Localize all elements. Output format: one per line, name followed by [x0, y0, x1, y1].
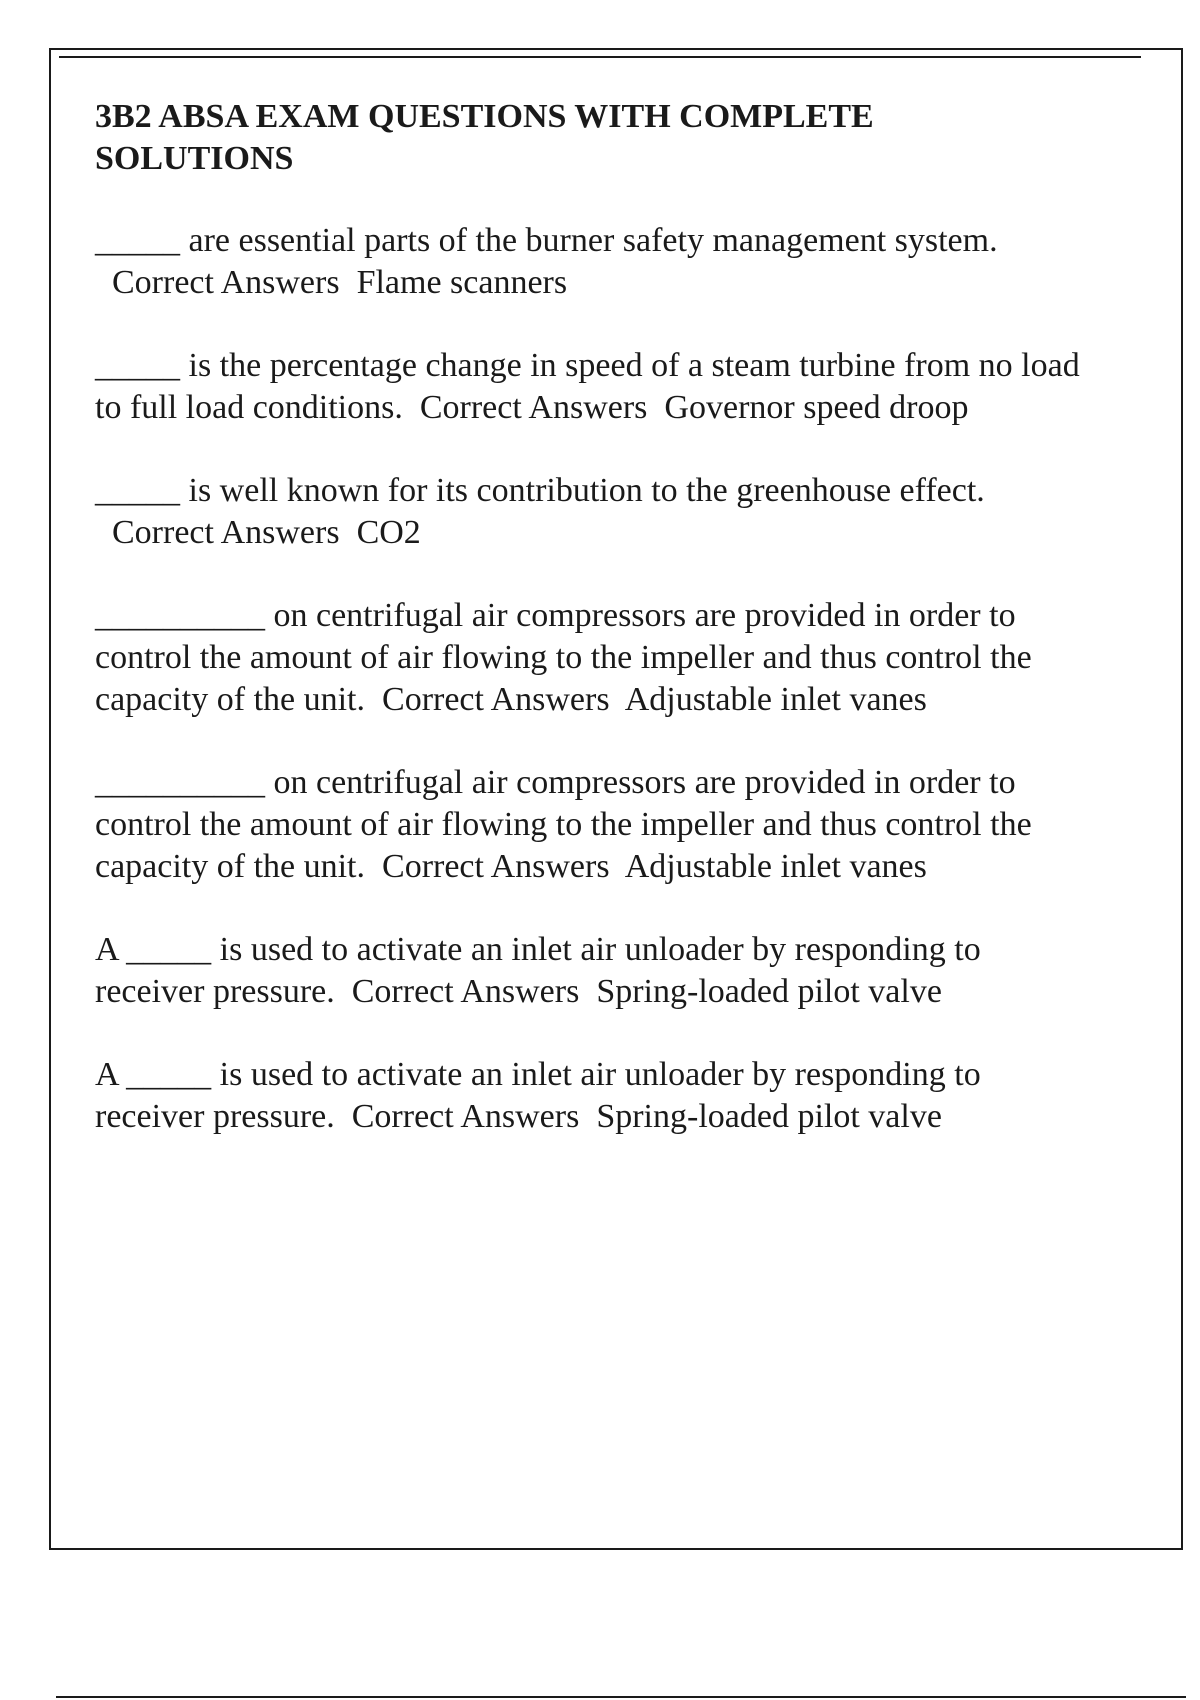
- answer-text: Adjustable inlet vanes: [624, 681, 927, 718]
- answer-text: CO2: [356, 514, 421, 551]
- bottom-rule-divider: [56, 1696, 1186, 1698]
- answer-text: Governor speed droop: [664, 389, 969, 426]
- qa-item: [95, 595, 1085, 721]
- answer-text: Spring-loaded pilot valve: [596, 973, 942, 1010]
- question-text: __________ on centrifugal air compressors are provided in order to control the amount of air flowing to the impeller and thus control the capacity of the unit.: [95, 597, 1032, 718]
- answer-text: Adjustable inlet vanes: [624, 848, 927, 885]
- question-text: _____ is the percentage change in speed of a steam turbine from no load to full load conditions.: [95, 347, 1080, 426]
- answer-label: Correct Answers: [382, 681, 610, 718]
- top-rule-divider: [59, 56, 1141, 58]
- answer-label: Correct Answers: [112, 514, 340, 551]
- question-text: __________ on centrifugal air compressors are provided in order to control the amount of air flowing to the impeller and thus control the capacity of the unit.: [95, 764, 1032, 885]
- qa-item: [95, 762, 1085, 888]
- question-text: _____ is well known for its contribution to the greenhouse effect.: [95, 472, 985, 509]
- answer-label: Correct Answers: [351, 1098, 580, 1135]
- question-text: _____ are essential parts of the burner safety management system.: [95, 222, 998, 259]
- answer-text: Spring-loaded pilot valve: [596, 1098, 942, 1135]
- qa-item: [95, 220, 1085, 304]
- document-title: 3B2 ABSA EXAM QUESTIONS WITH COMPLETE SOLUTIONS: [95, 98, 874, 177]
- answer-label: Correct Answers: [351, 973, 580, 1010]
- document-body: [95, 96, 1085, 1179]
- qa-item: [95, 470, 1085, 554]
- answer-label: Correct Answers: [112, 264, 340, 301]
- answer-label: Correct Answers: [419, 389, 648, 426]
- qa-item: [95, 1054, 1085, 1138]
- answer-text: Flame scanners: [356, 264, 568, 301]
- question-text: A _____ is used to activate an inlet air unloader by responding to receiver pressure.: [95, 1056, 981, 1135]
- qa-item: [95, 929, 1085, 1013]
- qa-item: [95, 345, 1085, 429]
- answer-label: Correct Answers: [382, 848, 610, 885]
- question-text: A _____ is used to activate an inlet air unloader by responding to receiver pressure.: [95, 931, 981, 1010]
